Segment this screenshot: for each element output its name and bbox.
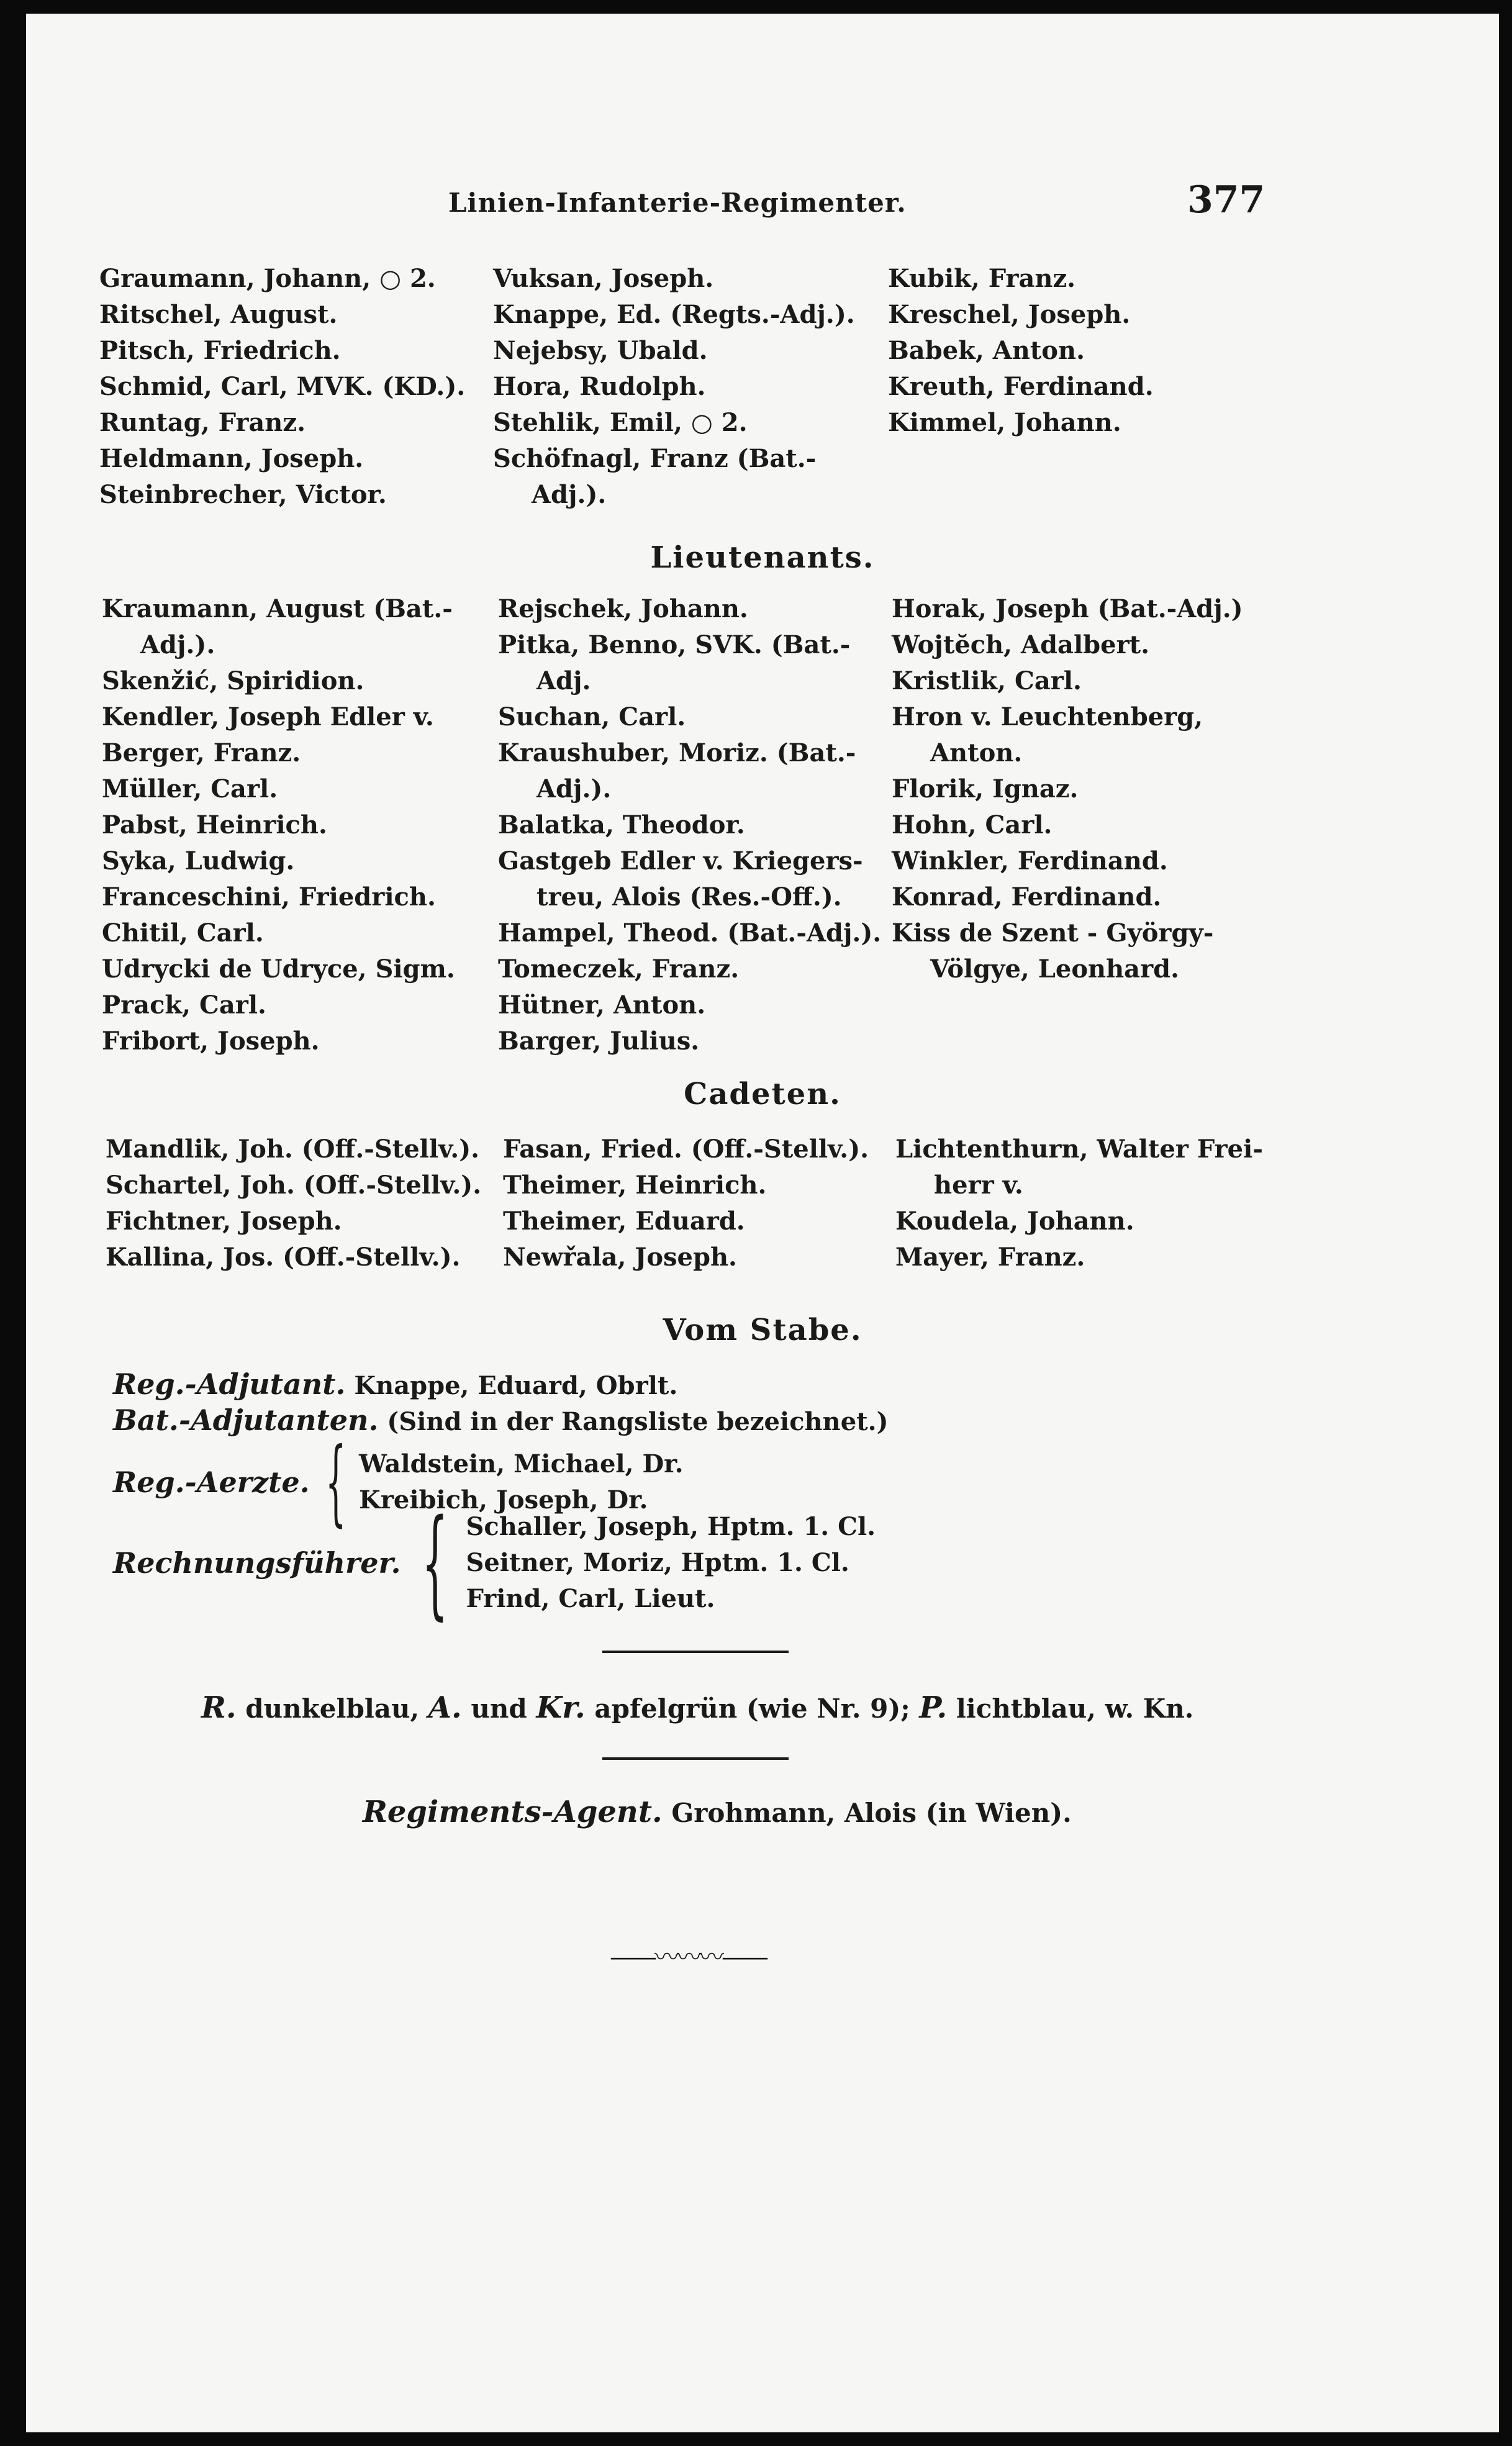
- top-column-3: [888, 261, 1154, 441]
- list-item: Pitsch, Friedrich.: [99, 336, 341, 365]
- list-item: Adj.: [536, 666, 591, 695]
- top-column-1: [99, 261, 465, 513]
- lieutenants-column-3: [892, 591, 1243, 987]
- list-item: Müller, Carl.: [102, 774, 278, 804]
- p-label: P.: [919, 1690, 948, 1725]
- rechnungsfuehrer-list: [466, 1509, 876, 1617]
- document-page: [26, 14, 1499, 2432]
- list-item: Kreschel, Joseph.: [888, 300, 1131, 329]
- list-item: Seitner, Moriz, Hptm. 1. Cl.: [466, 1548, 849, 1577]
- list-item: Prack, Carl.: [102, 990, 266, 1020]
- list-item: Fribort, Joseph.: [102, 1026, 320, 1056]
- list-item: Babek, Anton.: [888, 336, 1085, 365]
- list-item: Frind, Carl, Lieut.: [466, 1584, 715, 1613]
- list-item: Fasan, Fried. (Off.-Stellv.).: [503, 1135, 869, 1164]
- list-item: Berger, Franz.: [102, 738, 301, 768]
- reg-adjutant-row: [113, 1367, 677, 1401]
- lieutenants-column-2: [498, 591, 881, 1059]
- list-item: Barger, Julius.: [498, 1026, 700, 1056]
- cadeten-column-2: [503, 1131, 869, 1275]
- list-item: Kallina, Jos. (Off.-Stellv.).: [106, 1243, 461, 1272]
- list-item: Franceschini, Friedrich.: [102, 882, 436, 912]
- list-item: Adj.).: [140, 630, 215, 659]
- r-label: R.: [201, 1690, 237, 1725]
- list-item: Schaller, Joseph, Hptm. 1. Cl.: [466, 1512, 876, 1541]
- rechnungsfuehrer-label: Rechnungsführer.: [113, 1546, 401, 1580]
- list-item: Horak, Joseph (Bat.-Adj.): [892, 594, 1243, 623]
- list-item: Schmid, Carl, MVK. (KD.).: [99, 372, 466, 401]
- list-item: Stehlik, Emil, ○ 2.: [493, 408, 748, 437]
- list-item: Kimmel, Johann.: [888, 408, 1121, 437]
- list-item: Kiss de Szent - György-: [892, 918, 1214, 948]
- list-item: Pabst, Heinrich.: [102, 810, 327, 840]
- list-item: Suchan, Carl.: [498, 702, 686, 732]
- list-item: Adj.).: [532, 480, 607, 509]
- uniform-line: [201, 1690, 1193, 1725]
- list-item: Schöfnagl, Franz (Bat.-: [493, 444, 817, 473]
- divider: [602, 1651, 789, 1653]
- list-item: Hora, Rudolph.: [493, 372, 706, 401]
- list-item: Mandlik, Joh. (Off.-Stellv.).: [106, 1135, 480, 1164]
- bat-adjutanten-value: (Sind in der Rangsliste bezeichnet.): [387, 1407, 889, 1436]
- list-item: Adj.).: [536, 774, 612, 804]
- bat-adjutanten-row: [113, 1403, 889, 1437]
- section-heading-vom-stabe: Vom Stabe.: [663, 1313, 862, 1348]
- top-column-2: [493, 261, 855, 513]
- list-item: Hampel, Theod. (Bat.-Adj.).: [498, 918, 882, 948]
- cadeten-column-3: [895, 1131, 1263, 1275]
- page-number: 377: [1187, 178, 1265, 222]
- list-item: Anton.: [930, 738, 1023, 768]
- list-item: Winkler, Ferdinand.: [892, 846, 1168, 876]
- reg-aerzte-label: Reg.-Aerzte.: [113, 1465, 310, 1499]
- list-item: Theimer, Heinrich.: [503, 1171, 767, 1200]
- list-item: treu, Alois (Res.-Off.).: [536, 882, 842, 912]
- list-item: Runtag, Franz.: [99, 408, 306, 437]
- reg-adjutant-label: Reg.-Adjutant.: [113, 1367, 346, 1401]
- kr-text: apfelgrün (wie Nr. 9);: [594, 1693, 910, 1724]
- list-item: Ritschel, August.: [99, 300, 338, 329]
- list-item: Kreuth, Ferdinand.: [888, 372, 1154, 401]
- list-item: Schartel, Joh. (Off.-Stellv.).: [106, 1171, 482, 1200]
- list-item: Heldmann, Joseph.: [99, 444, 364, 473]
- page-header: [26, 175, 1499, 231]
- p-text: lichtblau, w. Kn.: [956, 1693, 1194, 1724]
- list-item: Chitil, Carl.: [102, 918, 264, 948]
- list-item: Kraushuber, Moriz. (Bat.-: [498, 738, 856, 768]
- brace-icon: {: [421, 1494, 448, 1631]
- divider: [602, 1757, 789, 1760]
- list-item: Kubik, Franz.: [888, 264, 1076, 293]
- page-content: [26, 14, 1499, 2432]
- list-item: Hron v. Leuchtenberg,: [892, 702, 1203, 732]
- section-heading-lieutenants: Lieutenants.: [650, 540, 875, 575]
- list-item: Hütner, Anton.: [498, 990, 706, 1020]
- und-text: und: [471, 1693, 527, 1724]
- list-item: Kendler, Joseph Edler v.: [102, 702, 434, 732]
- list-item: Udrycki de Udryce, Sigm.: [102, 954, 455, 984]
- agent-text: Grohmann, Alois (in Wien).: [671, 1798, 1072, 1828]
- list-item: Gastgeb Edler v. Kriegers-: [498, 846, 863, 876]
- list-item: Fichtner, Joseph.: [106, 1207, 342, 1236]
- list-item: Tomeczek, Franz.: [498, 954, 740, 984]
- list-item: Steinbrecher, Victor.: [99, 480, 387, 509]
- list-item: Rejschek, Johann.: [498, 594, 748, 623]
- list-item: Kreibich, Joseph, Dr.: [359, 1485, 648, 1515]
- list-item: Kraumann, August (Bat.-: [102, 594, 453, 623]
- brace-icon: {: [325, 1428, 346, 1536]
- list-item: Florik, Ignaz.: [892, 774, 1079, 804]
- end-ornament: ——〰〰〰——: [610, 1943, 766, 1972]
- list-item: Koudela, Johann.: [895, 1207, 1134, 1236]
- agent-line: [363, 1795, 1072, 1829]
- list-item: herr v.: [934, 1171, 1023, 1200]
- cadeten-column-1: [106, 1131, 481, 1275]
- list-item: Konrad, Ferdinand.: [892, 882, 1162, 912]
- agent-label: Regiments-Agent.: [363, 1795, 663, 1829]
- running-title: Linien-Infanterie-Regimenter.: [448, 188, 907, 218]
- list-item: Vuksan, Joseph.: [493, 264, 714, 293]
- list-item: Kristlik, Carl.: [892, 666, 1082, 695]
- kr-label: Kr.: [536, 1690, 586, 1725]
- list-item: Völgye, Leonhard.: [930, 954, 1180, 984]
- lieutenants-column-1: [102, 591, 455, 1059]
- list-item: Hohn, Carl.: [892, 810, 1053, 840]
- a-label: A.: [428, 1690, 462, 1725]
- list-item: Graumann, Johann, ○ 2.: [99, 264, 436, 293]
- list-item: Newřala, Joseph.: [503, 1243, 737, 1272]
- list-item: Pitka, Benno, SVK. (Bat.-: [498, 630, 851, 659]
- list-item: Skenžić, Spiridion.: [102, 666, 364, 695]
- list-item: Balatka, Theodor.: [498, 810, 745, 840]
- list-item: Waldstein, Michael, Dr.: [359, 1449, 684, 1479]
- list-item: Nejebsy, Ubald.: [493, 336, 708, 365]
- list-item: Lichtenthurn, Walter Frei-: [895, 1135, 1263, 1164]
- list-item: Wojtĕch, Adalbert.: [892, 630, 1150, 659]
- list-item: Theimer, Eduard.: [503, 1207, 745, 1236]
- r-text: dunkelblau,: [245, 1693, 420, 1724]
- reg-adjutant-value: Knappe, Eduard, Obrlt.: [354, 1371, 678, 1400]
- list-item: Knappe, Ed. (Regts.-Adj.).: [493, 300, 855, 329]
- list-item: Mayer, Franz.: [895, 1243, 1085, 1272]
- list-item: Syka, Ludwig.: [102, 846, 295, 876]
- bat-adjutanten-label: Bat.-Adjutanten.: [113, 1403, 379, 1437]
- section-heading-cadeten: Cadeten.: [684, 1077, 841, 1112]
